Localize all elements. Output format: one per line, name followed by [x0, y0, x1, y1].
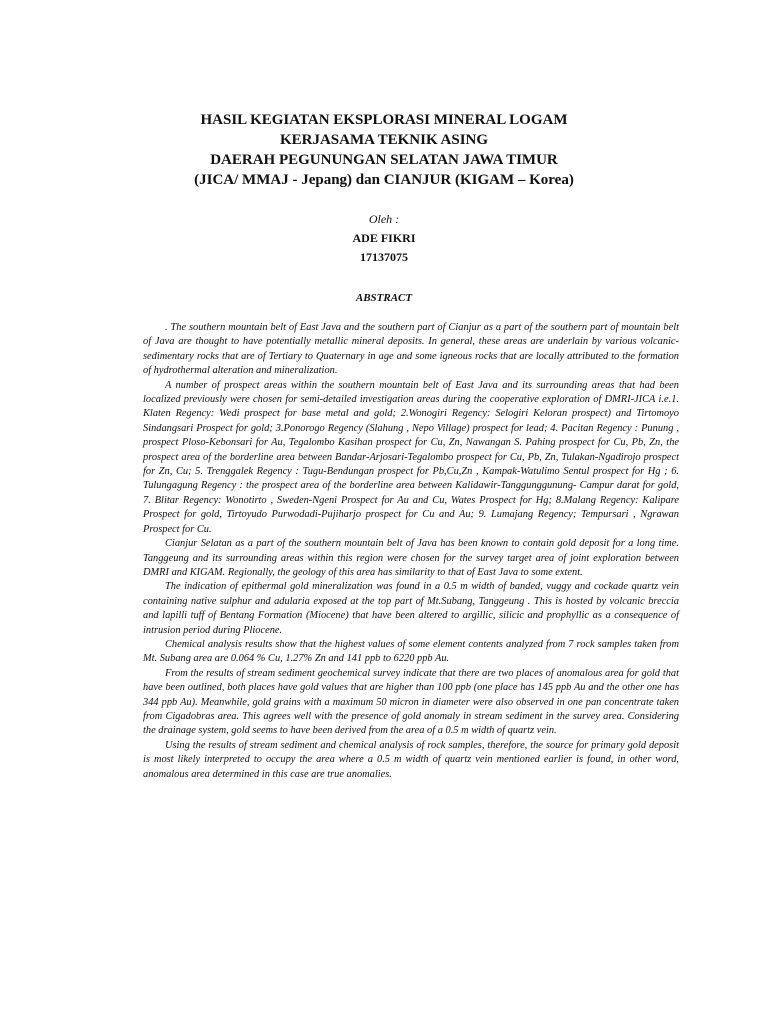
- title-line-2: KERJASAMA TEKNIK ASING: [279, 132, 489, 148]
- abstract-paragraph-2: A number of prospect areas within the southern mountain belt of East Java and its surrounding areas that had been localized previously were chosen for semi-detailed investigation areas during the cooperative exploration of DMRI-JICA i.e.1. Klaten Regency: Wedi prospect for base metal and gold; 2.Wonogiri Regency: Selogiri Keloran prospect) and Tirtomoyo Sindangsari Prospect for gold; 3.Ponorogo Regency (Slahung , Nepo Village) prospect for lead; 4. Pacitan Regency : Punung , prospect Ploso-Kebonsari for Au, Tegalombo Kasihan prospect for Cu, Zn, Nawangan S. Pahing prospect for Cu, Pb, Zn, the prospect area of the borderline area between Bandar-Arjosari-Tegalombo prospect for Cu, Pb, Zn, Tulakan-Ngadirojo prospect for Zn, Cu; 5. Trenggalek Regency : Tugu-Bendungan prospect for Pb,Cu,Zn , Kampak-Watulimo Sentul prospect for Hg ; 6. Tulungagung Regency : the prospect area of the borderline area between Kalidawir-Tanggunggunung- Campur darat for gold, 7. Blitar Regency: Wonotirto , Sweden-Ngeni Prospect for Au and Cu, Wates Prospect for Hg; 8.Malang Regency: Kalipare Prospect for gold, Tirtoyudo Purwodadi-Pujiharjo prospect for Cu and Au; 9. Lumajang Regency; Tempursari , Ngrawan Prospect for Cu.: [143, 379, 679, 535]
- document-title: [100, 110, 668, 190]
- by-label: Oleh :: [368, 212, 400, 226]
- author-name: ADE FIKRI: [352, 231, 416, 245]
- abstract-heading: ABSTRACT: [355, 292, 413, 304]
- abstract-paragraph-1: . The southern mountain belt of East Java and the southern part of Cianjur as a part of the southern part of mountain belt of Java are thought to have potentially metallic mineral deposits. In general, these areas are underlain by various volcanic-sedimentary rocks that are of Tertiary to Quaternary in age and some igneous rocks that are locally attributed to the formation of hydrothermal alteration and mineralization.: [143, 322, 679, 377]
- abstract-paragraph-4: The indication of epithermal gold mineralization was found in a 0.5 m width of banded, vuggy and cockade quartz vein containing native sulphur and adularia exposed at the top part of Mt.Subang, Tanggeung . This is hosted by volcanic breccia and lapilli tuff of Bentang Formation (Miocene) that have been altered to argillic, silicic and prophyllic as a consequence of intrusion period during Pliocene.: [143, 581, 679, 636]
- abstract-body: [143, 321, 679, 782]
- student-id: 17137075: [360, 250, 408, 264]
- abstract-paragraph-5: Chemical analysis results show that the highest values of some element contents analyzed from 7 rock samples taken from Mt. Subang area are 0.064 % Cu, 1.27% Zn and 141 ppb to 6220 ppb Au.: [143, 638, 679, 665]
- title-line-1: HASIL KEGIATAN EKSPLORASI MINERAL LOGAM: [200, 112, 568, 128]
- title-line-4: (JICA/ MMAJ - Jepang) dan CIANJUR (KIGAM – Korea): [194, 172, 574, 188]
- abstract-paragraph-6: From the results of stream sediment geochemical survey indicate that there are two places of anomalous area for gold that have been outlined, both places have gold values that are higher than 100 ppb (one place has 145 ppb Au and the other one has 344 ppb Au). Meanwhile, gold grains with a maximum 50 micron in diameter were also observed in one pan concentrate taken from Cigadobras area. This agrees well with the presence of gold anomaly in stream sediment in the survey area. Considering the drainage system, gold seems to have been derived from the area of a 0.5 m width of quartz vein.: [143, 667, 679, 737]
- author-block: [100, 210, 668, 267]
- title-line-3: DAERAH PEGUNUNGAN SELATAN JAWA TIMUR: [210, 152, 558, 168]
- abstract-paragraph-3: Cianjur Selatan as a part of the southern mountain belt of Java has been known to contain gold deposit for a long time. Tanggeung and its surrounding areas within this region were chosen for the survey target area of joint exploration between DMRI and KIGAM. Regionally, the geology of this area has similarity to that of East Java to some extent.: [143, 538, 679, 578]
- abstract-paragraph-7: Using the results of stream sediment and chemical analysis of rock samples, therefore, the source for primary gold deposit is most likely interpreted to occupy the area where a 0.5 m width of quartz vein mentioned earlier is found, in other word, anomalous area determined in this case are true anomalies.: [143, 739, 679, 780]
